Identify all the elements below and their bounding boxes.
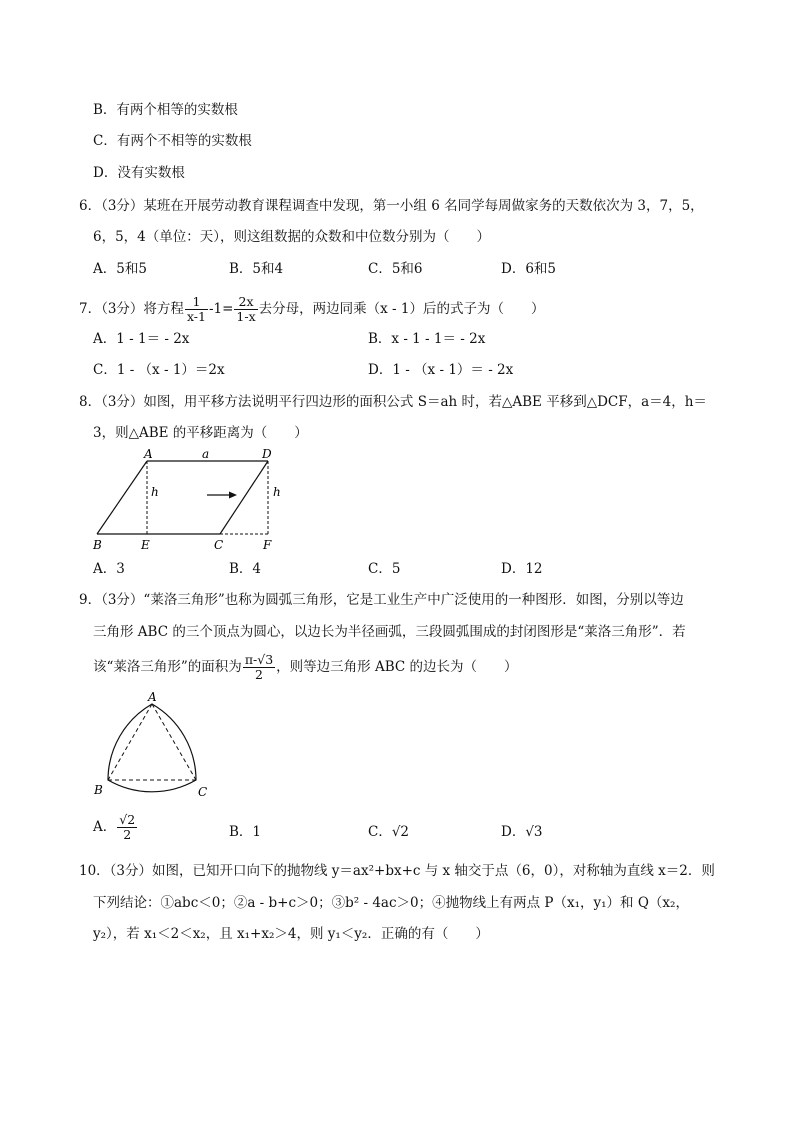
q8-stem-line2: 3，则△ABE 的平移距离为（ ） bbox=[93, 425, 308, 441]
q9-area-fraction bbox=[243, 653, 275, 682]
arrow-head-icon bbox=[229, 492, 237, 499]
q7-frac1-den: x-1 bbox=[186, 309, 206, 324]
edge-dc bbox=[220, 461, 268, 534]
q8-option-c: C．5 bbox=[368, 561, 401, 577]
q7-option-b: B．x - 1 - 1＝ - 2x bbox=[368, 331, 486, 347]
reuleaux-outline bbox=[108, 704, 196, 792]
q5-option-c: C．有两个不相等的实数根 bbox=[93, 133, 252, 149]
label-a: A bbox=[144, 447, 153, 461]
q9-option-a-label: A． bbox=[93, 819, 117, 835]
q6-stem-line2: 6，5，4（单位：天），则这组数据的众数和中位数分别为（ ） bbox=[93, 229, 491, 245]
q6-option-c: C．5和6 bbox=[368, 261, 423, 277]
label-b: B bbox=[94, 783, 103, 797]
q8-option-d: D．12 bbox=[501, 561, 543, 577]
q7-prefix: 7．（3分）将方程 bbox=[79, 301, 184, 317]
edge-ab bbox=[97, 461, 147, 534]
q8-stem-line1: 8．（3分）如图，用平移方法说明平行四边形的面积公式 S＝ah 时，若△ABE 平移到△DCF，a＝4，h＝ bbox=[79, 394, 707, 410]
q7-option-d: D．1 - （x - 1）＝ - 2x bbox=[368, 362, 514, 378]
q9-option-a-den: 2 bbox=[123, 827, 132, 842]
q5-option-d: D．没有实数根 bbox=[93, 165, 185, 181]
q7-option-a: A．1 - 1＝ - 2x bbox=[93, 331, 190, 347]
label-d: D bbox=[262, 447, 272, 461]
q9-option-c: C．√2 bbox=[368, 824, 410, 840]
q7-fraction-1 bbox=[185, 295, 208, 324]
q9-area-num: π-√3 bbox=[244, 652, 274, 667]
label-side-a: a bbox=[202, 447, 210, 461]
q7-option-c: C．1 - （x - 1）＝2x bbox=[93, 362, 225, 378]
label-c: C bbox=[198, 785, 208, 799]
q6-option-d: D．6和5 bbox=[501, 261, 557, 277]
label-e: E bbox=[141, 538, 150, 552]
q9-option-a-fraction bbox=[117, 813, 137, 842]
q7-fraction-2 bbox=[234, 295, 257, 324]
q6-option-b: B．5和4 bbox=[229, 261, 284, 277]
q9-area-den: 2 bbox=[255, 667, 263, 682]
label-b: B bbox=[93, 538, 102, 552]
triangle-side-ac bbox=[152, 704, 196, 780]
q7-suffix: 去分母，两边同乘（x - 1）后的式子为（ ） bbox=[258, 301, 545, 317]
q10-stem-line3: y₂），若 x₁＜2＜x₂，且 x₁+x₂＞4，则 y₁＜y₂．正确的有（ ） bbox=[93, 926, 489, 942]
q9-option-b: B．1 bbox=[229, 824, 262, 840]
q5-option-b: B．有两个相等的实数根 bbox=[93, 102, 238, 118]
q6-option-a: A．5和5 bbox=[93, 261, 147, 277]
q9-line3-suffix: ，则等边三角形 ABC 的边长为（ ） bbox=[276, 659, 518, 675]
label-f: F bbox=[263, 538, 272, 552]
q8-parallelogram-figure bbox=[85, 445, 300, 555]
triangle-side-ab bbox=[108, 704, 152, 780]
q10-stem-line1: 10．（3分）如图，已知开口向下的抛物线 y＝ax²+bx+c 与 x 轴交于点（6，0），对称轴为直线 x＝2．则 bbox=[79, 863, 715, 879]
q6-stem-line1: 6．（3分）某班在开展劳动教育课程调查中发现，第一小组 6 名同学每周做家务的天数依次为 3，7，5， bbox=[79, 198, 704, 214]
q9-option-d: D．√3 bbox=[501, 824, 543, 840]
q9-line3-prefix: 该“莱洛三角形”的面积为 bbox=[93, 659, 242, 675]
label-h-right: h bbox=[273, 485, 281, 499]
label-h-left: h bbox=[151, 485, 159, 499]
q7-frac2-den: 1-x bbox=[236, 309, 256, 324]
label-a: A bbox=[148, 690, 157, 704]
q8-option-a: A．3 bbox=[93, 561, 125, 577]
q9-option-a-num: √2 bbox=[119, 812, 136, 827]
label-c: C bbox=[214, 538, 224, 552]
q9-stem-line2: 三角形 ABC 的三个顶点为圆心，以边长为半径画弧，三段圆弧围成的封闭图形是“莱洛三角形”．若 bbox=[93, 624, 686, 640]
q9-reuleaux-figure bbox=[88, 690, 218, 805]
q9-stem-line1: 9．（3分）“莱洛三角形”也称为圆弧三角形，它是工业生产中广泛使用的一种图形．如图，分别以等边 bbox=[79, 592, 684, 608]
q7-middle: -1= bbox=[208, 301, 234, 317]
q9-option-a bbox=[93, 808, 138, 846]
q7-stem bbox=[79, 290, 545, 328]
q10-stem-line2: 下列结论：①abc＜0；②a - b+c＞0；③b² - 4ac＞0；④抛物线上有两点 P（x₁，y₁）和 Q（x₂， bbox=[93, 895, 689, 911]
q8-option-b: B．4 bbox=[229, 561, 262, 577]
q7-frac2-num: 2x bbox=[234, 295, 257, 310]
q9-stem-line3 bbox=[93, 648, 518, 686]
q7-frac1-num: 1 bbox=[185, 295, 208, 310]
